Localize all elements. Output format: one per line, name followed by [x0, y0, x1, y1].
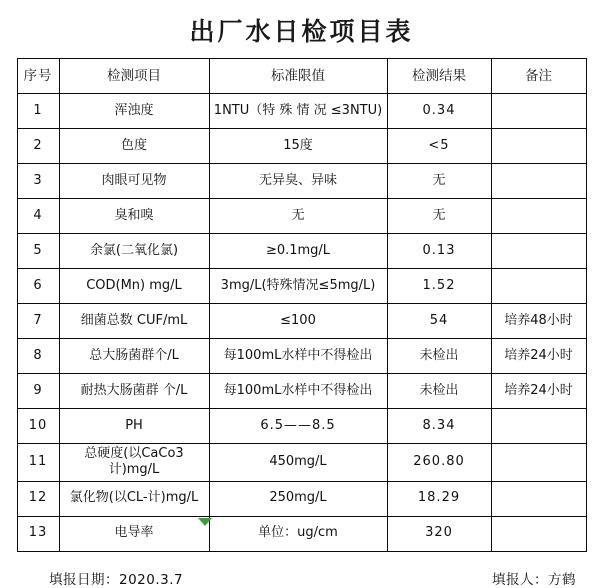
- reporter-name: 填报人：方鹤: [492, 571, 576, 588]
- cell-no: 7: [17, 304, 59, 339]
- cell-limit: 每100mL水样中不得检出: [209, 339, 387, 374]
- column-header-no: 序号: [17, 59, 59, 94]
- table-row: [17, 339, 586, 374]
- cell-no: 4: [17, 199, 59, 234]
- report-date: 填报日期：2020.3.7: [49, 571, 184, 588]
- cell-result: 8.34: [387, 409, 491, 444]
- cell-no: 13: [17, 516, 59, 551]
- cell-no: 5: [17, 234, 59, 269]
- cell-remark: [491, 129, 586, 164]
- table-row: [17, 374, 586, 409]
- cell-no: 6: [17, 269, 59, 304]
- cell-item: 氯化物(以CL-计)mg/L: [59, 481, 209, 516]
- cell-limit: 单位：ug/cm: [209, 516, 387, 551]
- cell-limit: 15度: [209, 129, 387, 164]
- cell-remark: [491, 481, 586, 516]
- cell-result: 0.13: [387, 234, 491, 269]
- cell-no: 2: [17, 129, 59, 164]
- cell-result: 260.80: [387, 444, 491, 482]
- table-row: [17, 444, 586, 482]
- cell-item: 耐热大肠菌群 个/L: [59, 374, 209, 409]
- table-row: [17, 199, 586, 234]
- cell-remark: [491, 516, 586, 551]
- cell-item: 总硬度(以CaCo3计)mg/L: [59, 444, 209, 482]
- table-row: [17, 409, 586, 444]
- cell-item: 总大肠菌群个/L: [59, 339, 209, 374]
- cell-no: 12: [17, 481, 59, 516]
- table-header-row: [17, 59, 586, 94]
- cell-limit: 无: [209, 199, 387, 234]
- cell-limit: 250mg/L: [209, 481, 387, 516]
- table-row: [17, 304, 586, 339]
- table-row: [17, 94, 586, 129]
- cell-result: 未检出: [387, 339, 491, 374]
- cell-remark: [491, 444, 586, 482]
- cell-item: 细菌总数 CUF/mL: [59, 304, 209, 339]
- cell-result: 18.29: [387, 481, 491, 516]
- cell-result: 无: [387, 164, 491, 199]
- table-row: [17, 516, 586, 551]
- cell-item: 浑浊度: [59, 94, 209, 129]
- cell-limit: 450mg/L: [209, 444, 387, 482]
- cell-no: 11: [17, 444, 59, 482]
- cell-result: 0.34: [387, 94, 491, 129]
- cell-limit: 1NTU（特 殊 情 况 ≤3NTU): [209, 94, 387, 129]
- cell-result: 54: [387, 304, 491, 339]
- cell-item: COD(Mn) mg/L: [59, 269, 209, 304]
- cell-remark: [491, 409, 586, 444]
- table-row: [17, 129, 586, 164]
- cell-no: 1: [17, 94, 59, 129]
- cell-item: 色度: [59, 129, 209, 164]
- cell-remark: [491, 234, 586, 269]
- cell-result: 1.52: [387, 269, 491, 304]
- cell-item: 余氯(二氧化氯): [59, 234, 209, 269]
- cell-result: 320: [387, 516, 491, 551]
- water-daily-inspection-table: [17, 58, 587, 552]
- cell-remark: 培养24小时: [491, 339, 586, 374]
- cell-remark: [491, 199, 586, 234]
- cell-limit: ≥0.1mg/L: [209, 234, 387, 269]
- cell-item: 电导率: [59, 516, 209, 551]
- column-header-item: 检测项目: [59, 59, 209, 94]
- cell-result: 无: [387, 199, 491, 234]
- table-row: [17, 234, 586, 269]
- cell-item: 肉眼可见物: [59, 164, 209, 199]
- cell-result: <5: [387, 129, 491, 164]
- cell-remark: [491, 94, 586, 129]
- cell-limit: 无异臭、异味: [209, 164, 387, 199]
- cell-no: 9: [17, 374, 59, 409]
- cell-remark: 培养48小时: [491, 304, 586, 339]
- table-row: [17, 269, 586, 304]
- column-header-result: 检测结果: [387, 59, 491, 94]
- cell-limit: 3mg/L(特殊情况≤5mg/L): [209, 269, 387, 304]
- cell-remark: [491, 269, 586, 304]
- cell-no: 3: [17, 164, 59, 199]
- green-triangle-marker-icon: [198, 518, 212, 526]
- cell-remark: 培养24小时: [491, 374, 586, 409]
- cell-no: 10: [17, 409, 59, 444]
- cell-item: PH: [59, 409, 209, 444]
- table-row: [17, 481, 586, 516]
- cell-result: 未检出: [387, 374, 491, 409]
- column-header-limit: 标准限值: [209, 59, 387, 94]
- page-title: 出厂水日检项目表: [189, 17, 414, 46]
- cell-no: 8: [17, 339, 59, 374]
- column-header-remark: 备注: [491, 59, 586, 94]
- table-row: [17, 164, 586, 199]
- cell-remark: [491, 164, 586, 199]
- footer: [17, 568, 586, 588]
- cell-limit: 6.5——8.5: [209, 409, 387, 444]
- cell-item: 臭和嗅: [59, 199, 209, 234]
- cell-limit: ≤100: [209, 304, 387, 339]
- cell-limit: 每100mL水样中不得检出: [209, 374, 387, 409]
